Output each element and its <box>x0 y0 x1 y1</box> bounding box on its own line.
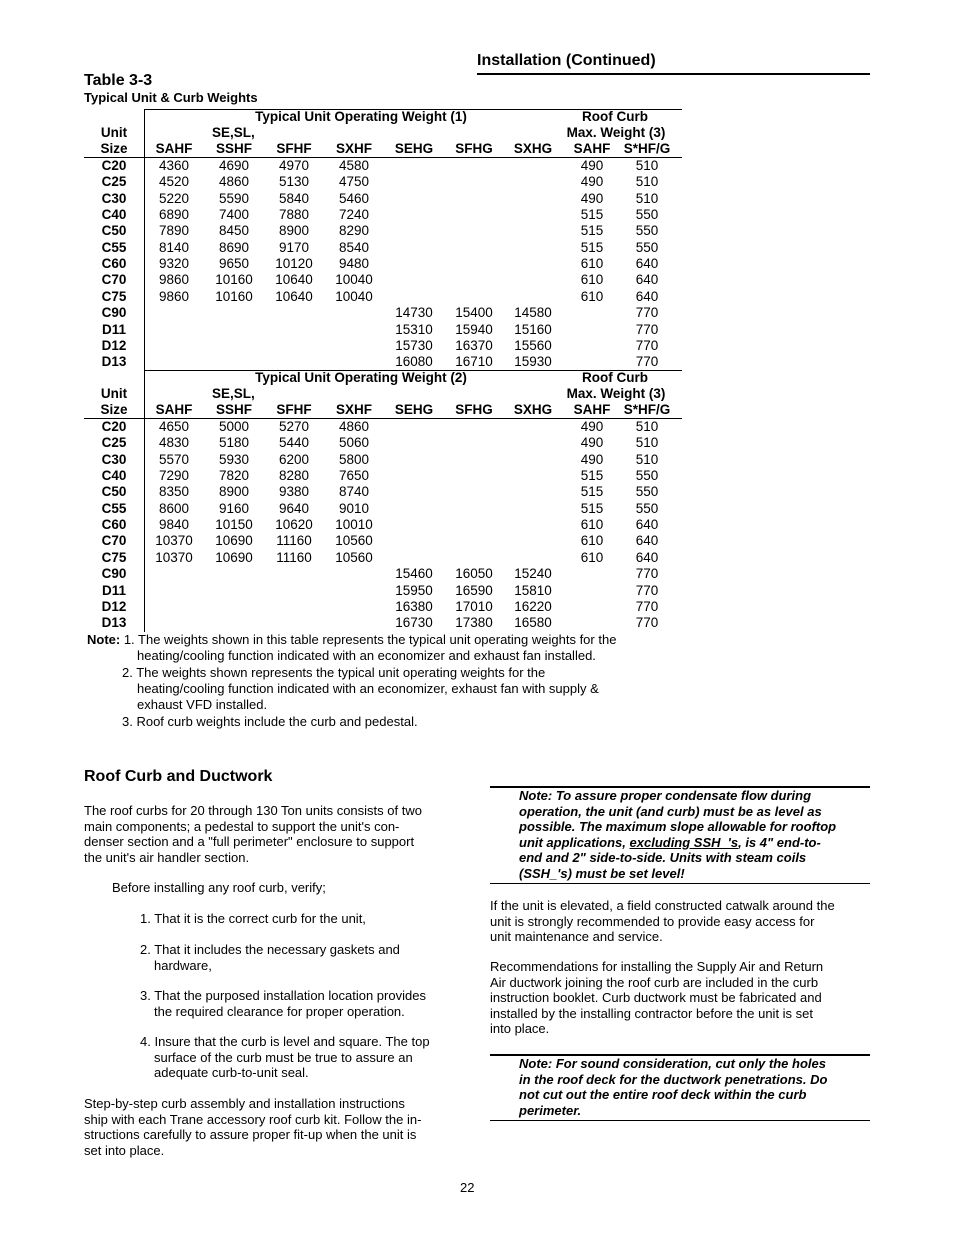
weight-cell: 9480 <box>338 256 370 272</box>
unit-size-cell: C25 <box>101 435 127 451</box>
level-note <box>519 788 871 881</box>
unit-size-cell: C50 <box>101 223 127 239</box>
se-sl-header: SE,SL, <box>212 125 255 140</box>
section-heading: Roof Curb and Ductwork <box>84 768 273 785</box>
se-sl-header: SE,SL, <box>212 386 255 401</box>
ductwork-line: installed by the installing contractor before the unit is set <box>490 1005 814 1021</box>
catwalk-paragraph <box>490 898 872 945</box>
column-header: SFHF <box>276 141 312 156</box>
weight-cell: 550 <box>635 484 659 500</box>
column-header: SEHG <box>394 141 434 156</box>
ductwork-line: Air ductwork joining the roof curb are included in the curb <box>490 974 819 990</box>
intro-line: The roof curbs for 20 through 130 Ton units consists of two <box>84 803 422 818</box>
weight-cell: 10160 <box>215 272 253 288</box>
note-3: 3. Roof curb weights include the curb and pedestal. <box>122 714 418 730</box>
page-number: 22 <box>460 1180 475 1195</box>
weight-cell: 5060 <box>338 435 370 451</box>
weight-cell: 11160 <box>276 549 312 565</box>
weight-cell: 7880 <box>278 207 310 223</box>
weight-cell: 10040 <box>335 272 373 288</box>
weight-cell: 770 <box>635 337 659 353</box>
closing-line: structions carefully to assure proper fit-up when the unit is <box>84 1127 417 1142</box>
weight-cell: 770 <box>635 321 659 337</box>
weight-cell: 515 <box>580 468 604 484</box>
weight-cell: 9320 <box>158 256 190 272</box>
weight-cell: 15950 <box>395 582 433 598</box>
weight-cell: 610 <box>580 272 604 288</box>
intro-line: main components; a pedestal to support the unit's con- <box>84 818 400 834</box>
weight-cell: 15160 <box>514 321 552 337</box>
weight-cell: 16710 <box>455 354 493 370</box>
intro-paragraph <box>84 803 464 865</box>
roof-curb-header: Roof Curb <box>582 370 648 385</box>
weight-cell: 10690 <box>215 549 253 565</box>
weight-cell: 550 <box>635 468 659 484</box>
weight-cell: 10010 <box>335 517 373 533</box>
weight-cell: 515 <box>580 484 604 500</box>
weight-cell: 4860 <box>338 419 370 434</box>
weight-cell: 510 <box>635 451 659 467</box>
list-item-line: hardware, <box>154 957 212 973</box>
closing-line: set into place. <box>84 1142 165 1158</box>
weight-cell: 610 <box>580 256 604 272</box>
weight-cell: 5460 <box>338 190 370 206</box>
note-2-line-2: heating/cooling function indicated with an economizer, exhaust fan with supply & <box>137 680 599 696</box>
weight-cell: 5590 <box>218 190 250 206</box>
unit-size-cell: C50 <box>101 484 127 500</box>
weight-cell: 515 <box>580 207 604 223</box>
max-weight-header: Max. Weight (3) <box>566 386 666 401</box>
weight-cell: 515 <box>580 500 604 516</box>
weight-cell: 15560 <box>514 337 552 353</box>
weight-cell: 6890 <box>158 207 190 223</box>
catwalk-line: unit maintenance and service. <box>490 929 663 944</box>
weight-cell: 515 <box>580 223 604 239</box>
weight-cell: 10370 <box>155 533 193 549</box>
weight-cell: 10690 <box>215 533 253 549</box>
unit-size-cell: C40 <box>101 468 127 484</box>
sound-note <box>519 1056 871 1118</box>
column-header: SFHF <box>276 402 312 417</box>
column-header: SEHG <box>394 402 434 417</box>
weight-cell: 640 <box>635 256 659 272</box>
unit-size-cell: C70 <box>101 272 127 288</box>
note-1-line-1: Note: 1. The weights shown in this table represents the typical unit operating weights for the <box>87 632 617 647</box>
sound-note-line: not cut out the entire roof deck within the curb <box>519 1087 807 1102</box>
header-rule <box>477 73 870 75</box>
weight-cell: 10640 <box>275 288 313 304</box>
weight-cell: 490 <box>580 190 604 206</box>
weight-cell: 15810 <box>514 582 552 598</box>
weight-cell: 510 <box>635 435 659 451</box>
weight-cell: 16380 <box>395 598 433 614</box>
column-header: SXHF <box>335 141 373 156</box>
column-header: SSHF <box>215 141 253 156</box>
weight-cell: 5570 <box>158 451 190 467</box>
weight-cell: 16050 <box>455 566 493 582</box>
weight-cell: 5440 <box>278 435 310 451</box>
list-item-line: adequate curb-to-unit seal. <box>154 1065 309 1080</box>
weight-cell: 10040 <box>335 288 373 304</box>
level-note-line: possible. The maximum slope allowable for rooftop <box>519 819 837 834</box>
unit-size-cell: C55 <box>101 500 127 516</box>
table-vertical-rule <box>144 109 145 371</box>
table-vertical-rule <box>144 370 145 632</box>
weight-cell: 640 <box>635 549 659 565</box>
weight-cell: 8450 <box>218 223 250 239</box>
weight-cell: 10160 <box>215 288 253 304</box>
unit-size-cell: C60 <box>101 256 127 272</box>
weight-cell: 16580 <box>514 615 552 631</box>
group-header: Typical Unit Operating Weight (1) <box>255 109 467 124</box>
weight-cell: 7890 <box>158 223 190 239</box>
weight-cell: 10620 <box>275 517 313 533</box>
weight-cell: 8350 <box>158 484 190 500</box>
weight-cell: 770 <box>635 354 659 370</box>
level-note-line: Note: To assure proper condensate flow during <box>519 788 812 803</box>
weight-cell: 550 <box>635 239 659 255</box>
note-2-line-1: 2. The weights shown represents the typical unit operating weights for the <box>122 664 546 680</box>
closing-line: Step-by-step curb assembly and installation instructions <box>84 1096 405 1111</box>
catwalk-line: If the unit is elevated, a field constructed catwalk around the <box>490 898 835 913</box>
weight-cell: 510 <box>635 419 659 434</box>
weight-cell: 8540 <box>338 239 370 255</box>
list-item-line: the required clearance for proper operation. <box>154 1003 405 1019</box>
closing-paragraph <box>84 1096 464 1158</box>
weight-cell: 610 <box>580 517 604 533</box>
weight-cell: 770 <box>635 566 659 582</box>
weight-cell: 5180 <box>218 435 250 451</box>
weight-cell: 550 <box>635 500 659 516</box>
weight-cell: 15930 <box>514 354 552 370</box>
column-header: SSHF <box>215 402 253 417</box>
ductwork-line: instruction booklet. Curb ductwork must be fabricated and <box>490 990 822 1005</box>
unit-size-cell: C20 <box>101 419 127 434</box>
weight-cell: 5930 <box>218 451 250 467</box>
weight-cell: 770 <box>635 615 659 631</box>
weight-cell: 770 <box>635 305 659 321</box>
column-header: SXHF <box>335 402 373 417</box>
weight-cell: 490 <box>580 451 604 467</box>
weight-cell: 4690 <box>218 158 250 173</box>
note-1-line-2: heating/cooling function indicated with an economizer and exhaust fan installed. <box>137 648 596 664</box>
weight-cell: 490 <box>580 158 604 173</box>
list-item-line: 1. That it is the correct curb for the unit, <box>140 911 366 926</box>
table-label: Table 3-3 <box>84 72 153 89</box>
weight-cell: 770 <box>635 582 659 598</box>
weight-cell: 5130 <box>278 174 310 190</box>
list-item-line: 2. That it includes the necessary gaskets and <box>140 942 400 957</box>
weight-cell: 14580 <box>514 305 552 321</box>
weight-cell: 9380 <box>278 484 310 500</box>
closing-line: ship with each Trane accessory roof curb kit. Follow the in- <box>84 1111 422 1127</box>
note-2-bottom-rule <box>490 1120 870 1121</box>
weight-cell: 16730 <box>395 615 433 631</box>
section-running-title: Installation (Continued) <box>477 52 656 69</box>
weight-cell: 17010 <box>455 598 493 614</box>
weight-cell: 10370 <box>155 549 193 565</box>
column-header: S*HF/G <box>623 402 671 417</box>
weight-cell: 10120 <box>275 256 313 272</box>
weight-cell: 7240 <box>338 207 370 223</box>
catwalk-line: unit is strongly recommended to provide easy access for <box>490 913 815 929</box>
weight-cell: 4970 <box>278 158 310 173</box>
weights-table-1 <box>84 109 682 371</box>
weight-cell: 7820 <box>218 468 250 484</box>
list-item-2 <box>140 942 400 973</box>
unit-size-cell: C20 <box>101 158 127 173</box>
weight-cell: 14730 <box>395 305 433 321</box>
weight-cell: 4750 <box>338 174 370 190</box>
weight-cell: 15240 <box>514 566 552 582</box>
weight-cell: 16590 <box>455 582 493 598</box>
list-item-line: 3. That the purposed installation location provides <box>140 988 426 1003</box>
column-header: SXHG <box>513 141 553 156</box>
weight-cell: 10560 <box>335 549 373 565</box>
weight-cell: 10150 <box>215 517 253 533</box>
weights-table-2 <box>84 370 682 632</box>
weight-cell: 16220 <box>514 598 552 614</box>
weight-cell: 4860 <box>218 174 250 190</box>
weight-cell: 10560 <box>335 533 373 549</box>
weight-cell: 9840 <box>158 517 190 533</box>
column-header: S*HF/G <box>623 141 671 156</box>
weight-cell: 9010 <box>338 500 370 516</box>
unit-size-cell: D12 <box>101 598 127 614</box>
weight-cell: 11160 <box>276 533 312 549</box>
weight-cell: 9650 <box>218 256 250 272</box>
sound-note-line: in the roof deck for the ductwork penetrations. Do <box>519 1071 828 1087</box>
weight-cell: 640 <box>635 288 659 304</box>
weight-cell: 640 <box>635 533 659 549</box>
unit-size-cell: C30 <box>101 451 127 467</box>
column-header: SFHG <box>455 141 493 156</box>
unit-size-cell: C75 <box>101 288 127 304</box>
weight-cell: 8690 <box>218 239 250 255</box>
unit-size-cell: C90 <box>101 566 127 582</box>
weight-cell: 9860 <box>158 288 190 304</box>
list-item-3 <box>140 988 426 1019</box>
weight-cell: 10640 <box>275 272 313 288</box>
list-item-4 <box>140 1034 430 1081</box>
column-header: SAHF <box>573 141 611 156</box>
table-caption: Typical Unit & Curb Weights <box>84 90 258 105</box>
note-2-line-3: exhaust VFD installed. <box>137 697 268 713</box>
size-header: Size <box>100 141 128 156</box>
level-note-line: unit applications, excluding SSH_'s, is 4" end-to- <box>519 834 821 850</box>
excluding-underlined: excluding SSH_'s <box>629 834 739 850</box>
unit-size-cell: D12 <box>101 337 127 353</box>
list-item-1 <box>140 911 366 927</box>
weight-cell: 8140 <box>158 239 190 255</box>
weight-cell: 610 <box>580 549 604 565</box>
sound-note-line: perimeter. <box>519 1102 582 1118</box>
weight-cell: 4360 <box>158 158 190 173</box>
group-header: Typical Unit Operating Weight (2) <box>255 370 467 385</box>
roof-curb-header: Roof Curb <box>582 109 648 124</box>
weight-cell: 4830 <box>158 435 190 451</box>
weight-cell: 7650 <box>338 468 370 484</box>
level-note-line: end and 2" side-to-side. Units with steam coils <box>519 850 807 865</box>
level-note-line: operation, the unit (and curb) must be as level as <box>519 803 822 819</box>
weight-cell: 5800 <box>338 451 370 467</box>
weight-cell: 5840 <box>278 190 310 206</box>
weight-cell: 490 <box>580 435 604 451</box>
weight-cell: 9640 <box>278 500 310 516</box>
weight-cell: 5000 <box>218 419 250 434</box>
weight-cell: 9160 <box>218 500 250 516</box>
unit-size-cell: C40 <box>101 207 127 223</box>
list-item-line: surface of the curb must be true to assure an <box>154 1049 413 1065</box>
weight-cell: 4650 <box>158 419 190 434</box>
column-header: SAHF <box>155 141 193 156</box>
unit-size-cell: C70 <box>101 533 127 549</box>
weight-cell: 640 <box>635 517 659 533</box>
weight-cell: 5220 <box>158 190 190 206</box>
unit-size-cell: D13 <box>101 615 127 631</box>
weight-cell: 550 <box>635 207 659 223</box>
weight-cell: 4520 <box>158 174 190 190</box>
column-header: SFHG <box>455 402 493 417</box>
weight-cell: 8740 <box>338 484 370 500</box>
weight-cell: 640 <box>635 272 659 288</box>
weight-cell: 4580 <box>338 158 370 173</box>
table-notes <box>87 632 687 731</box>
weight-cell: 510 <box>635 158 659 173</box>
list-item-line: 4. Insure that the curb is level and square. The top <box>140 1034 430 1049</box>
weight-cell: 9170 <box>278 239 310 255</box>
unit-size-cell: D13 <box>101 354 127 370</box>
unit-size-cell: D11 <box>101 321 127 337</box>
weight-cell: 490 <box>580 174 604 190</box>
note-1-bottom-rule <box>490 883 870 884</box>
weight-cell: 15400 <box>455 305 493 321</box>
unit-size-cell: C30 <box>101 190 127 206</box>
weight-cell: 8900 <box>278 223 310 239</box>
weight-cell: 770 <box>635 598 659 614</box>
weight-cell: 15730 <box>395 337 433 353</box>
unit-header: Unit <box>100 125 128 140</box>
weight-cell: 610 <box>580 288 604 304</box>
unit-header: Unit <box>100 386 128 401</box>
weight-cell: 7290 <box>158 468 190 484</box>
weight-cell: 510 <box>635 174 659 190</box>
unit-size-cell: C25 <box>101 174 127 190</box>
weight-cell: 550 <box>635 223 659 239</box>
max-weight-header: Max. Weight (3) <box>566 125 666 140</box>
weight-cell: 515 <box>580 239 604 255</box>
weight-cell: 8900 <box>218 484 250 500</box>
weight-cell: 5270 <box>278 419 310 434</box>
unit-size-cell: D11 <box>101 582 127 598</box>
sound-note-line: Note: For sound consideration, cut only the holes <box>519 1056 826 1071</box>
ductwork-line: into place. <box>490 1021 550 1036</box>
note-label: Note: <box>87 632 121 647</box>
weight-cell: 610 <box>580 533 604 549</box>
weight-cell: 15310 <box>395 321 433 337</box>
weight-cell: 8600 <box>158 500 190 516</box>
weight-cell: 16080 <box>395 354 433 370</box>
weight-cell: 8290 <box>338 223 370 239</box>
weight-cell: 15460 <box>395 566 433 582</box>
column-header: SXHG <box>513 402 553 417</box>
weight-cell: 9860 <box>158 272 190 288</box>
unit-size-cell: C75 <box>101 549 127 565</box>
column-header: SAHF <box>155 402 193 417</box>
verify-line: Before installing any roof curb, verify; <box>112 880 326 895</box>
unit-size-cell: C55 <box>101 239 127 255</box>
weight-cell: 8280 <box>278 468 310 484</box>
weight-cell: 490 <box>580 419 604 434</box>
weight-cell: 16370 <box>455 337 493 353</box>
weight-cell: 15940 <box>455 321 493 337</box>
weight-cell: 6200 <box>278 451 310 467</box>
unit-size-cell: C60 <box>101 517 127 533</box>
ductwork-paragraph <box>490 959 872 1037</box>
unit-size-cell: C90 <box>101 305 127 321</box>
column-header: SAHF <box>573 402 611 417</box>
level-note-line: (SSH_'s) must be set level! <box>519 865 685 881</box>
ductwork-line: Recommendations for installing the Supply Air and Return <box>490 959 824 974</box>
weight-cell: 510 <box>635 190 659 206</box>
intro-line: the unit's air handler section. <box>84 849 250 865</box>
weight-cell: 17380 <box>455 615 493 631</box>
weight-cell: 7400 <box>218 207 250 223</box>
intro-line: denser section and a "full perimeter" enclosure to support <box>84 834 415 849</box>
size-header: Size <box>100 402 128 417</box>
